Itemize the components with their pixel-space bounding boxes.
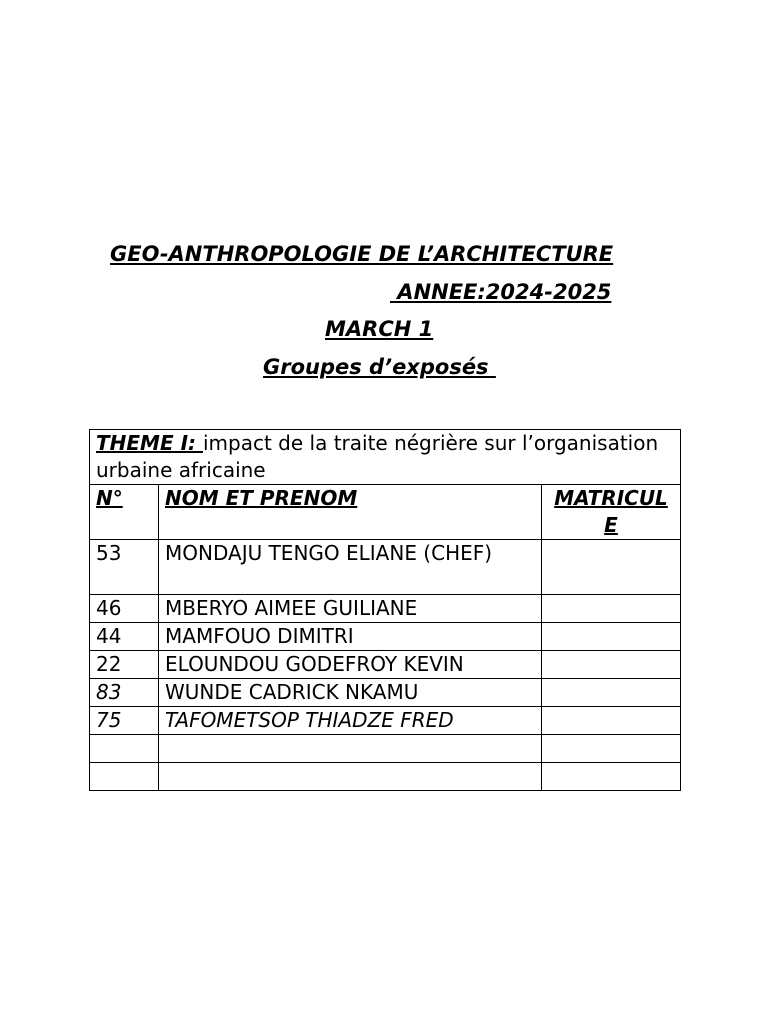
table-row bbox=[90, 651, 681, 679]
row-name: ELOUNDOU GODEFROY KEVIN bbox=[159, 651, 542, 679]
header-number: N° bbox=[90, 485, 159, 540]
row-number: 22 bbox=[90, 651, 159, 679]
row-name bbox=[159, 735, 542, 763]
header-matricule: MATRICULE bbox=[542, 485, 681, 540]
row-matricule bbox=[542, 651, 681, 679]
row-number: 46 bbox=[90, 595, 159, 623]
table-row bbox=[90, 707, 681, 735]
table-row bbox=[90, 595, 681, 623]
academic-year: ANNEE:2024-2025 bbox=[390, 280, 612, 304]
row-name bbox=[159, 763, 542, 791]
table-row bbox=[90, 735, 681, 763]
header-row bbox=[90, 485, 681, 540]
row-matricule bbox=[542, 735, 681, 763]
table-row bbox=[90, 679, 681, 707]
table-row bbox=[90, 623, 681, 651]
row-matricule bbox=[542, 595, 681, 623]
table-row bbox=[90, 540, 681, 595]
row-number bbox=[90, 763, 159, 791]
row-name: WUNDE CADRICK NKAMU bbox=[159, 679, 542, 707]
header-name: NOM ET PRENOM bbox=[159, 485, 542, 540]
table-row bbox=[90, 763, 681, 791]
row-number: 44 bbox=[90, 623, 159, 651]
row-name: MBERYO AIMEE GUILIANE bbox=[159, 595, 542, 623]
row-matricule bbox=[542, 707, 681, 735]
row-name: MONDAJU TENGO ELIANE (CHEF) bbox=[159, 540, 542, 595]
row-number: 83 bbox=[90, 679, 159, 707]
document-subtitle: Groupes d’exposés bbox=[263, 355, 496, 379]
group-name: MARCH 1 bbox=[325, 317, 434, 341]
theme-cell bbox=[90, 430, 681, 485]
row-name: MAMFOUO DIMITRI bbox=[159, 623, 542, 651]
row-matricule bbox=[542, 679, 681, 707]
theme-text: impact de la traite négrière sur l’organisation urbaine africaine bbox=[96, 431, 659, 482]
document-title: GEO-ANTHROPOLOGIE DE L’ARCHITECTURE bbox=[110, 242, 614, 266]
groups-table bbox=[89, 429, 681, 791]
row-name: TAFOMETSOP THIADZE FRED bbox=[159, 707, 542, 735]
row-matricule bbox=[542, 763, 681, 791]
theme-row bbox=[90, 430, 681, 485]
row-number: 53 bbox=[90, 540, 159, 595]
row-matricule bbox=[542, 623, 681, 651]
row-number bbox=[90, 735, 159, 763]
row-number: 75 bbox=[90, 707, 159, 735]
theme-label: THEME I: bbox=[96, 431, 203, 455]
row-matricule bbox=[542, 540, 681, 595]
